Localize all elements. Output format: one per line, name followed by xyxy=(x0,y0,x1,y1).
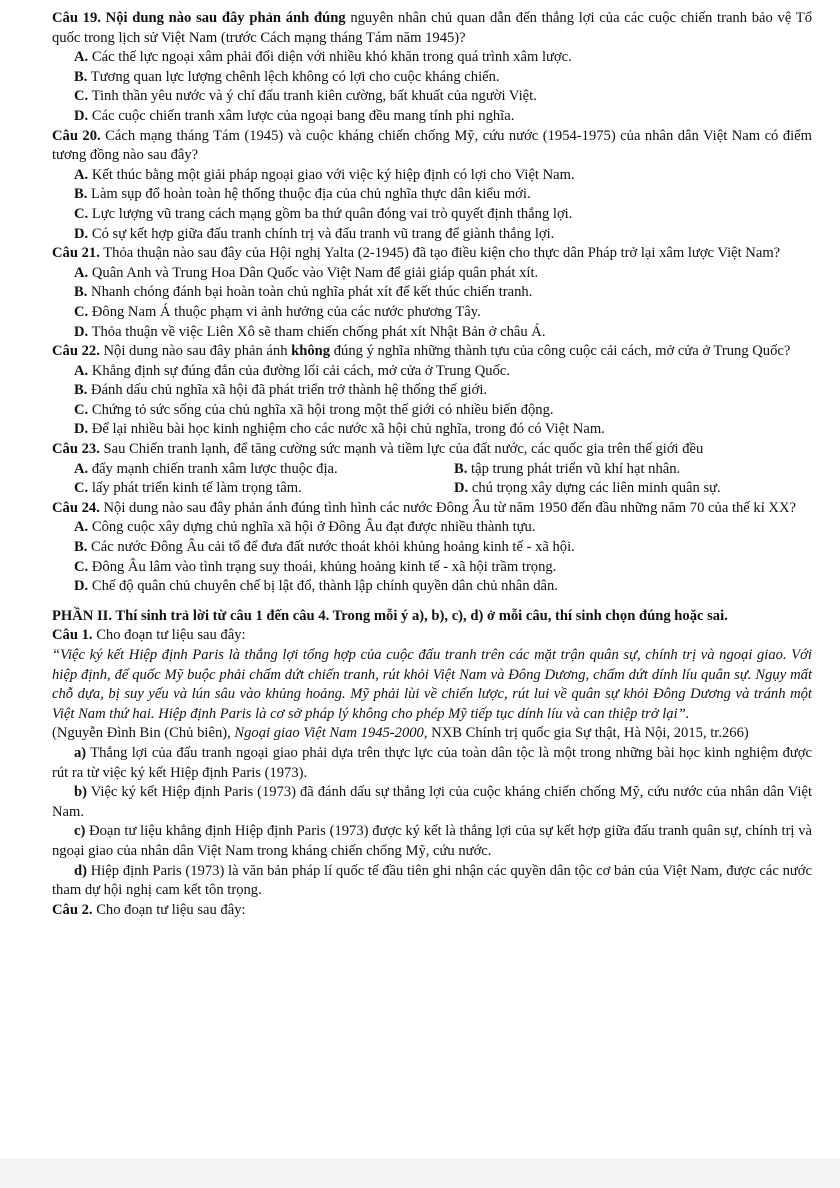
statement-a: a) Thắng lợi của đấu tranh ngoại giao phải dựa trên thực lực của toàn dân tộc là một trong những bài học kinh nghiệm được rút ra từ việc ký kết Hiệp định Paris (1973). xyxy=(52,744,812,781)
part2-question-1: Câu 1. Cho đoạn tư liệu sau đây: xyxy=(52,627,246,644)
statement-b: b) Việc ký kết Hiệp định Paris (1973) đã đánh dấu sự thắng lợi của cuộc kháng chiến chống Mỹ, cứu nước của nhân dân Việt Nam. xyxy=(52,784,812,820)
option-d: D. Các cuộc chiến tranh xâm lược của ngoại bang đều mang tính phi nghĩa. xyxy=(74,107,515,124)
option-a: A. Kết thúc bằng một giải pháp ngoại giao với việc ký hiệp định có lợi cho Việt Nam. xyxy=(74,166,575,183)
page-bottom-band xyxy=(0,1158,840,1188)
question-text: Sau Chiến tranh lạnh, để tăng cường sức mạnh và tiềm lực của đất nước, các quốc gia trên thế giới đều xyxy=(99,441,704,458)
question-21 xyxy=(52,244,812,264)
option-a: A. Khẳng định sự đúng đắn của đường lối cải cách, mở cửa ở Trung Quốc. xyxy=(74,362,510,379)
part-2-heading: PHẦN II. Thí sinh trả lời từ câu 1 đến câu 4. Trong mỗi ý a), b), c), d) ở mỗi câu, thí sinh chọn đúng hoặc sai. xyxy=(52,607,728,624)
option-a: A. Công cuộc xây dựng chủ nghĩa xã hội ở Đông Âu đạt được nhiều thành tựu. xyxy=(74,519,536,536)
statement-d: d) Hiệp định Paris (1973) là văn bản pháp lí quốc tế đầu tiên ghi nhận các quyền dân tộc cơ bản của Việt Nam, được các nước tham dự hội nghị cam kết tôn trọng. xyxy=(52,862,812,899)
question-19 xyxy=(52,9,812,48)
option-d: D. Có sự kết hợp giữa đấu tranh chính trị và đấu tranh vũ trang để giành thắng lợi. xyxy=(74,225,555,242)
question-label: Câu 21. xyxy=(52,245,100,262)
part2-question-2: Câu 2. Cho đoạn tư liệu sau đây: xyxy=(52,901,246,918)
question-24 xyxy=(52,499,812,519)
option-row xyxy=(52,479,812,499)
question-bold-text: Nội dung nào sau đây phản ánh đúng xyxy=(105,10,346,26)
question-label: Câu 23. xyxy=(52,441,100,458)
emphasis-word: không xyxy=(291,343,331,360)
option-d: D. chú trọng xây dựng các liên minh quân sự. xyxy=(454,480,721,497)
question-label: Câu 19. xyxy=(52,10,101,26)
question-label: Câu 24. xyxy=(52,499,100,516)
option-d: D. Thỏa thuận về việc Liên Xô sẽ tham chiến chống phát xít Nhật Bản ở châu Á. xyxy=(74,323,546,340)
question-20 xyxy=(52,127,812,166)
option-b: B. tập trung phát triển vũ khí hạt nhân. xyxy=(454,460,681,477)
option-c: C. Chứng tỏ sức sống của chủ nghĩa xã hội trong một thế giới có nhiều biến động. xyxy=(74,401,554,418)
question-text: Cách mạng tháng Tám (1945) và cuộc kháng chiến chống Mỹ, cứu nước (1954-1975) của nhân dân Việt Nam có điểm tương đồng nào sau đây? xyxy=(52,127,812,164)
option-a: A. đẩy mạnh chiến tranh xâm lược thuộc địa. xyxy=(74,460,338,477)
question-label: Câu 20. xyxy=(52,127,101,144)
question-label: Câu 1. xyxy=(52,627,93,644)
option-c: C. Đông Âu lâm vào tình trạng suy thoái, khủng hoảng kinh tế - xã hội trầm trọng. xyxy=(74,558,557,575)
option-b: B. Làm sụp đổ hoàn toàn hệ thống thuộc địa của chủ nghĩa thực dân kiểu mới. xyxy=(74,186,531,203)
option-d: D. Để lại nhiều bài học kinh nghiệm cho các nước xã hội chủ nghĩa, trong đó có Việt Nam. xyxy=(74,421,605,438)
option-c: C. Tinh thần yêu nước và ý chí đấu tranh kiên cường, bất khuất của người Việt. xyxy=(74,88,537,105)
question-23 xyxy=(52,440,812,460)
option-a: A. Quân Anh và Trung Hoa Dân Quốc vào Việt Nam để giải giáp quân phát xít. xyxy=(74,264,539,281)
option-b: B. Nhanh chóng đánh bại hoàn toàn chủ nghĩa phát xít để kết thúc chiến tranh. xyxy=(74,284,533,301)
question-text: nguyên nhân chủ quan dẫn đến thắng lợi của các cuộc chiến tranh bảo vệ Tổ quốc trong lịch sử Việt Nam (trước Cách mạng tháng Tám năm 1945)? xyxy=(52,10,812,46)
option-b: B. Đánh dấu chủ nghĩa xã hội đã phát triển trở thành hệ thống thế giới. xyxy=(74,382,488,399)
option-b: B. Các nước Đông Âu cải tổ để đưa đất nước thoát khỏi khủng hoảng kinh tế - xã hội. xyxy=(74,539,575,556)
question-label: Câu 22. xyxy=(52,343,100,360)
option-b: B. Tương quan lực lượng chênh lệch không có lợi cho cuộc kháng chiến. xyxy=(74,68,500,85)
question-label: Câu 2. xyxy=(52,901,93,918)
option-a: A. Các thế lực ngoại xâm phải đối diện với nhiều khó khăn trong quá trình xâm lược. xyxy=(74,49,572,66)
option-c: C. Lực lượng vũ trang cách mạng gồm ba thứ quân đóng vai trò quyết định thắng lợi. xyxy=(74,205,573,222)
source-citation: (Nguyễn Đình Bin (Chủ biên), Ngoại giao Việt Nam 1945-2000, NXB Chính trị quốc gia Sự thật, Hà Nội, 2015, tr.266) xyxy=(52,725,749,742)
source-title: Ngoại giao Việt Nam 1945-2000 xyxy=(234,725,424,742)
option-d: D. Chế độ quân chủ chuyên chế bị lật đổ, thành lập chính quyền dân chủ nhân dân. xyxy=(74,578,558,595)
question-text: Nội dung nào sau đây phản ánh đúng tình hình các nước Đông Âu từ năm 1950 đến đầu những năm 70 của thế kỉ XX? xyxy=(99,499,796,516)
option-c: C. Đông Nam Á thuộc phạm vi ảnh hưởng của các nước phương Tây. xyxy=(74,303,481,320)
source-quote: “Việc ký kết Hiệp định Paris là thắng lợi tổng hợp của cuộc đấu tranh trên các mặt trận quân sự, chính trị và ngoại giao. Với hiệp định, đế quốc Mỹ buộc phải chấm dứt chiến tranh, rút khỏi Việt Nam và Đông Dương, chấm dứt dính líu quân sự. Ngụy mất chỗ dựa, bị suy yếu và lún sâu vào khủng hoảng. Mỹ phải lùi về chiến lược, rút lui về quân sự khỏi Đông Dương và tránh một Việt Nam thứ hai. Hiệp định Paris là cơ sở pháp lý không cho phép Mỹ tiếp tục dính líu và can thiệp trở lại”. xyxy=(52,647,812,722)
statement-c: c) Đoạn tư liệu khẳng định Hiệp định Paris (1973) được ký kết là thắng lợi của sự kết hợp giữa đấu tranh quân sự, chính trị và ngoại giao của nhân dân Việt Nam trong kháng chiến chống Mỹ, cứu nước. xyxy=(52,823,812,859)
question-text: Thỏa thuận nào sau đây của Hội nghị Yalta (2-1945) đã tạo điều kiện cho thực dân Pháp trở lại xâm lược Việt Nam? xyxy=(99,245,781,262)
question-22: Câu 22. Nội dung nào sau đây phản ánh không đúng ý nghĩa những thành tựu của công cuộc cải cách, mở cửa ở Trung Quốc? xyxy=(52,343,791,360)
option-row xyxy=(52,460,812,480)
option-c: C. lấy phát triển kinh tế làm trọng tâm. xyxy=(74,480,302,497)
